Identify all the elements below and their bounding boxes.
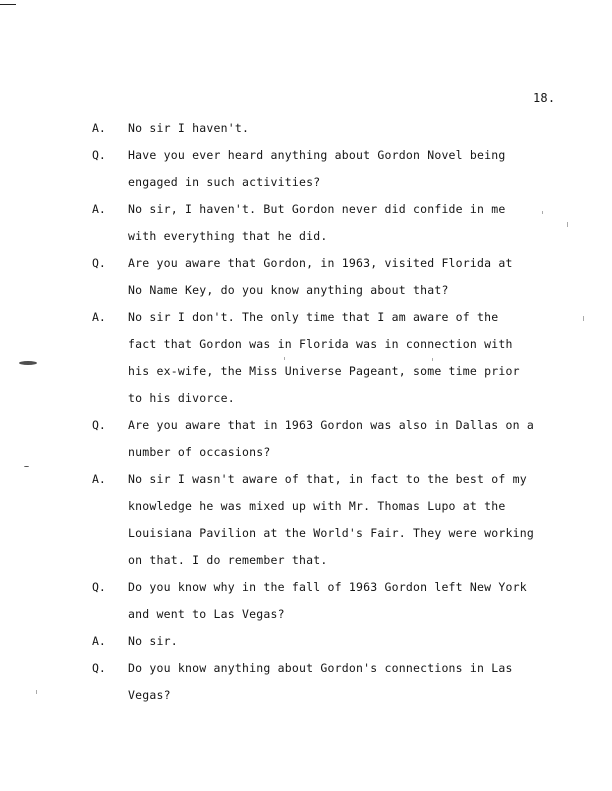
speaker-label: Q. xyxy=(92,256,106,270)
transcript-line: No Name Key, do you know anything about that? xyxy=(128,283,449,297)
scan-tick-mark xyxy=(542,211,543,214)
transcript-line: on that. I do remember that. xyxy=(128,553,328,567)
scan-tick-mark xyxy=(567,222,568,227)
transcript-line: No sir I wasn't aware of that, in fact to the best of my xyxy=(128,472,527,486)
transcript-line: number of occasions? xyxy=(128,445,271,459)
transcript-line: No sir, I haven't. But Gordon never did confide in me xyxy=(128,202,506,216)
transcript-line: Are you aware that Gordon, in 1963, visited Florida at xyxy=(128,256,513,270)
transcript-line: fact that Gordon was in Florida was in connection with xyxy=(128,337,513,351)
speaker-label: A. xyxy=(92,202,106,216)
speaker-label: Q. xyxy=(92,148,106,162)
transcript-line: Louisiana Pavilion at the World's Fair. They were working xyxy=(128,526,535,540)
transcript-line: engaged in such activities? xyxy=(128,175,321,189)
transcript-line: Do you know anything about Gordon's connections in Las xyxy=(128,661,513,675)
speaker-label: A. xyxy=(92,121,106,135)
transcript-line: and went to Las Vegas? xyxy=(128,607,285,621)
transcript-line: knowledge he was mixed up with Mr. Thomas Lupo at the xyxy=(128,499,506,513)
transcript-line: to his divorce. xyxy=(128,391,235,405)
ink-smudge xyxy=(24,466,29,467)
transcript-line: with everything that he did. xyxy=(128,229,328,243)
speaker-label: Q. xyxy=(92,580,106,594)
speaker-label: A. xyxy=(92,472,106,486)
scan-tick-mark xyxy=(432,358,433,361)
transcript-line: his ex-wife, the Miss Universe Pageant, some time prior xyxy=(128,364,520,378)
scan-tick-mark xyxy=(284,357,285,360)
page-number: 18. xyxy=(533,91,556,105)
speaker-label: A. xyxy=(92,634,106,648)
transcript-line: No sir I haven't. xyxy=(128,121,250,135)
speaker-label: Q. xyxy=(92,661,106,675)
transcript-line: Vegas? xyxy=(128,688,171,702)
transcript-line: Have you ever heard anything about Gordon Novel being xyxy=(128,148,506,162)
speaker-label: A. xyxy=(92,310,106,324)
page-edge-mark xyxy=(0,4,16,5)
speaker-label: Q. xyxy=(92,418,106,432)
transcript-line: Do you know why in the fall of 1963 Gordon left New York xyxy=(128,580,527,594)
scan-tick-mark xyxy=(36,690,37,694)
transcript-line: No sir I don't. The only time that I am aware of the xyxy=(128,310,499,324)
ink-smudge xyxy=(19,361,37,365)
scan-tick-mark xyxy=(583,316,584,321)
transcript-line: Are you aware that in 1963 Gordon was also in Dallas on a xyxy=(128,418,535,432)
transcript-line: No sir. xyxy=(128,634,178,648)
